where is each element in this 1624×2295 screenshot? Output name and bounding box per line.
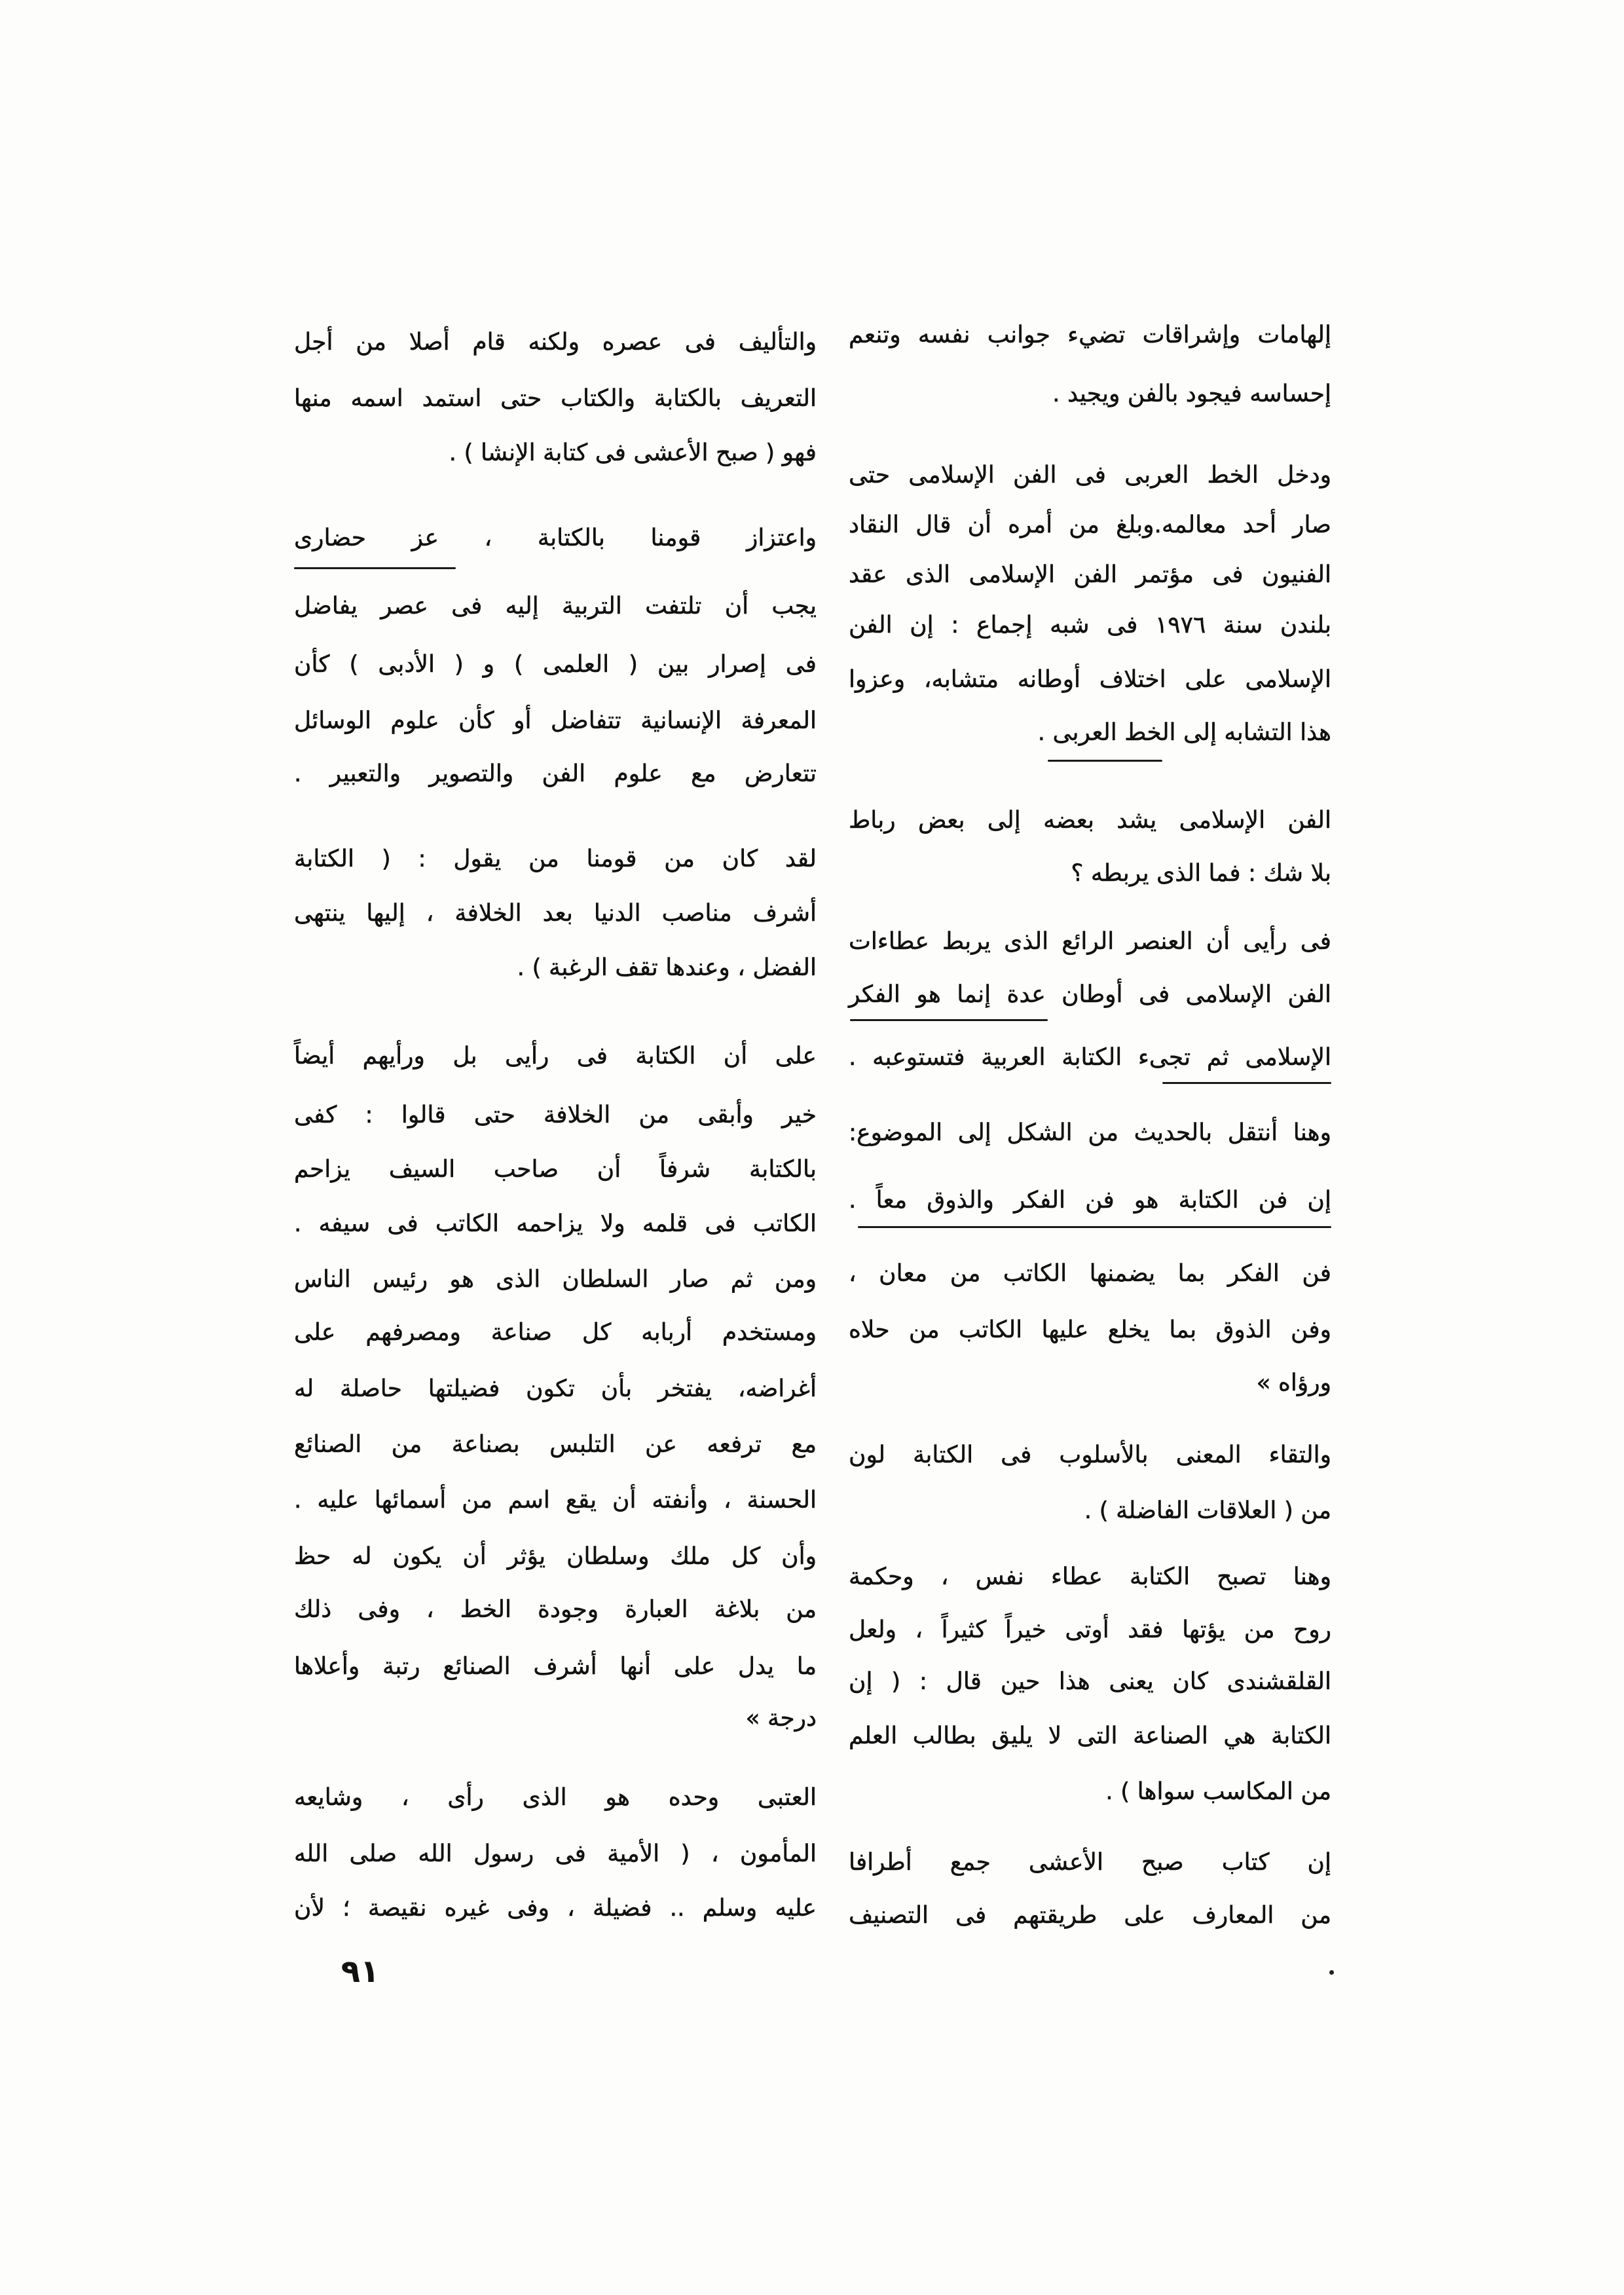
text-line: يجب أن تلتفت التربية إليه فى عصر يفاضل	[294, 593, 817, 620]
text-line: واعتزاز قومنا بالكتابة ، عز حضارى	[294, 525, 817, 551]
text-line: عليه وسلم .. فضيلة ، وفى غيره نقيصة ؛ لأن	[294, 1895, 817, 1922]
text-line: الإسلامى ثم تجىء الكتابة العربية فتستوعبه .	[849, 1044, 1331, 1071]
text-line: ما يدل على أنها أشرف الصنائع رتبة وأعلاها	[294, 1653, 817, 1680]
text-line: ومستخدم أربابه كل صناعة ومصرفهم على	[294, 1319, 817, 1346]
text-line: الفنيون فى مؤتمر الفن الإسلامى الذى عقد	[849, 561, 1331, 588]
text-line: خير وأبقى من الخلافة حتى قالوا : كفى	[294, 1102, 817, 1129]
text-line: ورؤاه »	[1256, 1370, 1331, 1396]
text-line: مع ترفعه عن التلبس بصناعة من الصنائع	[294, 1431, 817, 1458]
text-line: درجة »	[745, 1705, 817, 1732]
text-line: والتقاء المعنى بالأسلوب فى الكتابة لون	[849, 1442, 1331, 1468]
text-line: الفن الإسلامى يشد بعضه إلى بعض رباط	[849, 807, 1331, 834]
text-line: القلقشندى كان يعنى هذا حين قال : ( إن	[849, 1668, 1331, 1695]
underline-mark	[1162, 1082, 1331, 1084]
text-line: المعرفة الإنسانية تتفاضل أو كأن علوم الوسائل	[294, 707, 817, 734]
text-line: فهو ( صبح الأعشى فى كتابة الإنشا ) .	[449, 439, 817, 466]
text-line: التعريف بالكتابة والكتاب حتى استمد اسمه منها	[294, 385, 817, 412]
text-line: الكاتب فى قلمه ولا يزاحمه الكاتب فى سيفه .	[294, 1210, 817, 1237]
text-line: هذا التشابه إلى الخط العربى .	[1037, 719, 1331, 746]
text-line: أشرف مناصب الدنيا بعد الخلافة ، إليها ينتهى	[294, 900, 817, 927]
text-line: المأمون ، ( الأمية فى رسول الله صلى الله	[294, 1840, 817, 1867]
text-line: إحساسه فيجود بالفن ويجيد .	[1052, 381, 1331, 407]
underline-mark	[850, 1019, 1048, 1021]
text-line: وفن الذوق بما يخلع عليها الكاتب من حلاه	[849, 1316, 1331, 1343]
text-line: الحسنة ، وأنفته أن يقع اسم من أسمائها عليه .	[294, 1487, 817, 1514]
text-line: أغراضه، يفتخر بأن تكون فضيلتها حاصلة له	[294, 1375, 817, 1402]
text-line: فن الفكر بما يضمنها الكاتب من معان ،	[849, 1260, 1331, 1287]
text-line: فى إصرار بين ( العلمى ) و ( الأدبى ) كأن	[294, 651, 817, 678]
text-line: إن كتاب صبح الأعشى جمع أطرافا	[849, 1849, 1331, 1876]
underline-mark	[294, 567, 456, 569]
text-line: وهنا تصبح الكتابة عطاء نفس ، وحكمة	[849, 1563, 1331, 1590]
text-line: صار أحد معالمه.وبلغ من أمره أن قال النقاد	[849, 512, 1331, 538]
text-line: وهنا أنتقل بالحديث من الشكل إلى الموضوع:	[849, 1119, 1331, 1146]
underline-mark	[1048, 760, 1162, 762]
text-line: تتعارض مع علوم الفن والتصوير والتعبير .	[294, 760, 817, 787]
text-line: روح من يؤتها فقد أوتى خيراً كثيراً ، ولعل	[849, 1616, 1331, 1643]
text-line: الفن الإسلامى فى أوطان عدة إنما هو الفكر	[849, 981, 1331, 1008]
text-line: بالكتابة شرفاً أن صاحب السيف يزاحم	[294, 1156, 817, 1183]
text-line: لقد كان من قومنا من يقول : ( الكتابة	[294, 846, 817, 872]
underline-mark	[858, 1226, 1331, 1228]
text-line: على أن الكتابة فى رأيى بل ورأيهم أيضاً	[294, 1043, 817, 1070]
text-line: بلا شك : فما الذى يربطه ؟	[1071, 860, 1331, 887]
text-line: من بلاغة العبارة وجودة الخط ، وفى ذلك	[294, 1596, 817, 1623]
text-line: العتبى وحده هو الذى رأى ، وشايعه	[294, 1784, 817, 1811]
text-line: من المعارف على طريقتهم فى التصنيف	[849, 1902, 1331, 1929]
stray-dot	[1329, 1970, 1334, 1975]
text-line: الإسلامى على اختلاف أوطانه متشابه، وعزوا	[849, 666, 1331, 693]
text-line: ودخل الخط العربى فى الفن الإسلامى حتى	[849, 462, 1331, 489]
text-line: وأن كل ملك وسلطان يؤثر أن يكون له حظ	[294, 1543, 817, 1570]
text-line: من المكاسب سواها ) .	[1105, 1778, 1331, 1805]
text-line: من ( العلاقات الفاضلة ) .	[1084, 1497, 1331, 1524]
right-column	[849, 0, 1331, 2295]
text-line: إن فن الكتابة هو فن الفكر والذوق معاً .	[849, 1187, 1331, 1214]
text-line: ومن ثم صار السلطان الذى هو رئيس الناس	[294, 1266, 817, 1293]
text-line: الفضل ، وعندها تقف الرغبة ) .	[517, 954, 817, 981]
text-line: الكتابة هي الصناعة التى لا يليق بطالب العلم	[849, 1723, 1331, 1749]
page-number: ٩١	[341, 1953, 380, 1990]
text-line: والتأليف فى عصره ولكنه قام أصلا من أجل	[294, 329, 817, 356]
text-line: إلهامات وإشراقات تضيء جوانب نفسه وتنعم	[849, 322, 1331, 348]
text-line: فى رأيى أن العنصر الرائع الذى يربط عطاءات	[849, 928, 1331, 955]
text-line: بلندن سنة ١٩٧٦ فى شبه إجماع : إن الفن	[849, 612, 1332, 639]
